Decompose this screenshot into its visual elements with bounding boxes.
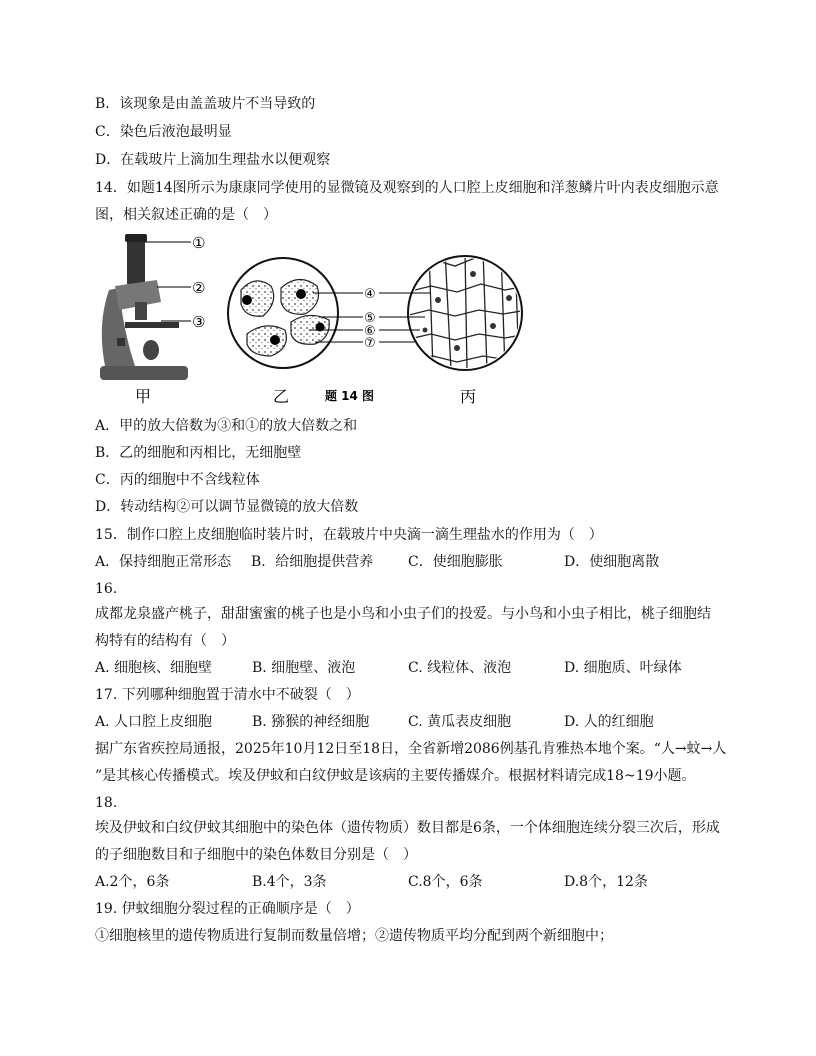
q14-figure (95, 230, 565, 410)
q18-stem-line1: 埃及伊蚊和白纹伊蚊其细胞中的染色体（遗传物质）数目都是6条，一个体细胞连续分裂三次后，形成 (95, 820, 720, 836)
q13-option-d: D．在载玻片上滴加生理盐水以便观察 (95, 152, 331, 168)
label-1: ① (192, 234, 206, 252)
q17-option-a: A. 人口腔上皮细胞 (95, 714, 213, 730)
q16-option-b: B. 细胞壁、液泡 (252, 660, 356, 676)
q13-option-c: C．染色后液泡最明显 (95, 124, 232, 140)
label-4: ④ (364, 287, 376, 302)
caption-bing: 丙 (460, 387, 477, 406)
q15-option-b: B．给细胞提供营养 (251, 554, 374, 570)
q14-option-b: B．乙的细胞和丙相比，无细胞壁 (95, 445, 302, 461)
q14-stem-line1: 14．如题14图所示为康康同学使用的显微镜及观察到的人口腔上皮细胞和洋葱鳞片叶内表皮细胞示意 (95, 180, 719, 196)
caption-yi: 乙 (273, 387, 290, 406)
caption-jia: 甲 (135, 387, 152, 406)
q17-stem: 17. 下列哪种细胞置于清水中不破裂（ ） (95, 687, 360, 703)
q15-option-d: D．使细胞离散 (564, 554, 660, 570)
q16-stem-line2: 构特有的结构有（ ） (95, 633, 235, 649)
label-2: ② (192, 279, 206, 297)
q17-option-b: B. 猕猴的神经细胞 (252, 714, 370, 730)
q16-option-a: A. 细胞核、细胞壁 (95, 660, 213, 676)
q16-option-d: D. 细胞质、叶绿体 (564, 660, 682, 676)
q14-option-c: C．丙的细胞中不含线粒体 (95, 472, 260, 488)
q18-option-a: A.2个，6条 (95, 874, 170, 890)
microscope-illustration (100, 234, 188, 380)
q19-step-line1: ①细胞核里的遗传物质进行复制而数量倍增；②遗传物质平均分配到两个新细胞中； (95, 928, 613, 944)
q15-option-c: C．使细胞膨胀 (408, 554, 503, 570)
q16-stem-line1: 成都龙泉盛产桃子，甜甜蜜蜜的桃子也是小鸟和小虫子们的投爱。与小鸟和小虫子相比，桃子细胞结 (95, 606, 711, 622)
q18-option-d: D.8个，12条 (564, 874, 648, 890)
onion-cells-view (405, 250, 527, 370)
q14-option-a: A．甲的放大倍数为③和①的放大倍数之和 (95, 418, 358, 434)
q18-option-b: B.4个，3条 (252, 874, 327, 890)
q17-option-d: D. 人的红细胞 (564, 714, 654, 730)
q15-stem: 15．制作口腔上皮细胞临时装片时，在载玻片中央滴一滴生理盐水的作用为（ ） (95, 527, 603, 543)
cheek-cells-view (228, 258, 338, 368)
q13-option-b: B．该现象是由盖盖玻片不当导致的 (95, 96, 316, 112)
q16-number: 16. (95, 581, 118, 597)
q16-option-c: C. 线粒体、液泡 (408, 660, 512, 676)
q18-stem-line2: 的子细胞数目和子细胞中的染色体数目分别是（ ） (95, 847, 417, 863)
q14-stem-line2: 图，相关叙述正确的是（ ） (95, 207, 277, 223)
q19-stem: 19. 伊蚊细胞分裂过程的正确顺序是（ ） (95, 901, 360, 917)
material-line2: ”是其核心传播模式。埃及伊蚊和白纹伊蚊是该病的主要传播媒介。根据材料请完成18~19小题。 (95, 768, 696, 784)
label-6: ⑥ (364, 324, 376, 339)
q18-number: 18. (95, 795, 118, 811)
figure-title: 题 14 图 (325, 389, 375, 403)
material-line1: 据广东省疾控局通报，2025年10月12日至18日，全省新增2086例基孔肯雅热本地个案。“人→蚊→人 (95, 741, 727, 757)
q18-option-c: C.8个，6条 (408, 874, 483, 890)
q14-option-d: D．转动结构②可以调节显微镜的放大倍数 (95, 499, 359, 515)
label-7: ⑦ (364, 336, 376, 351)
label-3: ③ (192, 313, 206, 331)
label-5: ⑤ (364, 311, 376, 326)
q17-option-c: C. 黄瓜表皮细胞 (408, 714, 512, 730)
q15-option-a: A．保持细胞正常形态 (95, 554, 232, 570)
